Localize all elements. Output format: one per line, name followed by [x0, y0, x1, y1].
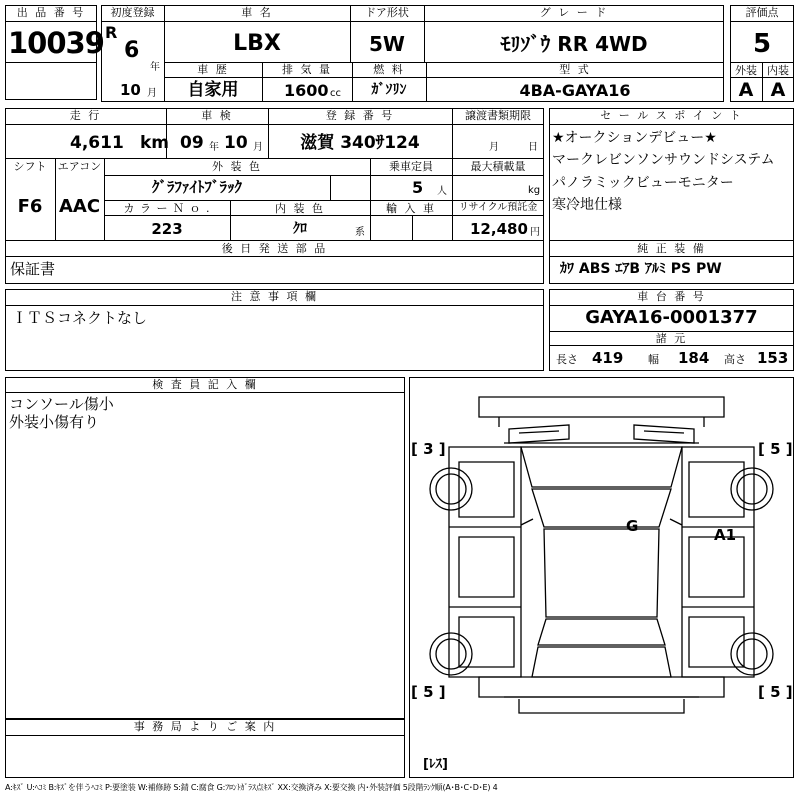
tire-rear-right: [ 5 ] [758, 683, 793, 701]
lot-number: 10039 [8, 26, 104, 60]
damage-mark-a1: A1 [714, 526, 737, 544]
score-label: 評価点 [745, 6, 779, 19]
genuine-equipment: ｶﾜ ABS ｴｱB ｱﾙﾐ PS PW [560, 261, 722, 277]
sales-point-line: 寒冷地仕様 [552, 197, 622, 213]
door-label: ドア形状 [365, 6, 409, 19]
recycle-label: リサイクル預託金 [458, 202, 538, 213]
ac: AAC [58, 196, 101, 217]
length-label: 長さ [556, 353, 578, 366]
damage-mark-g: G [626, 517, 639, 535]
exterior-score: A [738, 79, 754, 101]
inspection-month: 10 [224, 133, 248, 153]
fuel: ｶﾞｿﾘﾝ [371, 82, 407, 98]
inspection-year-unit: 年 [209, 142, 219, 153]
capacity-unit: 人 [437, 186, 447, 197]
year-unit: 年 [150, 62, 160, 73]
office-label: 事 務 局 よ り ご 案 内 [133, 720, 277, 733]
shift-label: シフト [13, 160, 47, 173]
sales-points-label: セ ー ル ス ポ イ ン ト [600, 109, 743, 122]
width-label: 幅 [648, 353, 659, 366]
transfer-day-unit: 日 [528, 142, 538, 153]
interior-score: A [770, 79, 786, 101]
exterior-label: 外装 [735, 64, 757, 77]
capacity-label: 乗車定員 [389, 160, 433, 173]
int-color-label: 内 装 色 [275, 202, 325, 215]
sales-point-line: マークレビンソンサウンドシステム [552, 152, 775, 168]
recycle-fee: 12,480 [470, 220, 528, 238]
grade-label: グ レ ー ド [539, 6, 609, 19]
later-parts-text: 保証書 [10, 260, 56, 278]
genuine-equipment-label: 純 正 装 備 [637, 242, 706, 255]
spare-tire: [ﾚｽ] [423, 757, 448, 772]
mileage-label: 走 行 [69, 109, 102, 122]
import-label: 輸 入 車 [386, 202, 436, 215]
dimensions-label: 諸 元 [655, 332, 688, 345]
exterior-color: ｸﾞﾗﾌｧｲﾄﾌﾞﾗｯｸ [152, 178, 243, 196]
sales-point-line: ★オークションデビュー★ [552, 130, 717, 146]
reg-month: 10 [120, 81, 141, 99]
tire-rear-left: [ 5 ] [411, 683, 446, 701]
int-color-unit: 系 [355, 227, 365, 238]
transfer-month-unit: 月 [489, 142, 499, 153]
notes-label: 注 意 事 項 欄 [231, 290, 318, 303]
displacement-label: 排 気 量 [282, 63, 332, 76]
width-value: 184 [678, 349, 710, 367]
era-letter: R [105, 23, 118, 42]
tire-front-left: [ 3 ] [411, 440, 446, 458]
ac-label: エアコン [57, 160, 102, 173]
capacity: 5 [412, 178, 424, 197]
reg-year: 6 [124, 38, 140, 63]
inspection-month-unit: 月 [253, 142, 263, 153]
chassis-number: GAYA16-0001377 [585, 307, 758, 328]
inspection-label: 車 検 [201, 109, 233, 122]
color-label: 外 装 色 [212, 160, 262, 173]
tire-front-right: [ 5 ] [758, 440, 793, 458]
inspector-note: コンソール傷小 [9, 395, 114, 413]
model-label: 型 式 [559, 63, 591, 76]
interior-label: 内装 [767, 64, 789, 77]
legend-text: A:ｷｽﾞ U:ﾍｺﾐ B:ｷｽﾞを伴うﾍｺﾐ P:要塗装 W:補修跡 S:錆 C:腐食 G:ﾌﾛﾝﾄｶﾞﾗｽ点ｷｽﾞ XX:交換済み X:要交換 内･外装評価 5段階ﾗﾝｸ順(A･B･C･D･E) 4 [5, 783, 498, 792]
later-parts-label: 後 日 発 送 部 品 [221, 242, 328, 255]
car-name: LBX [233, 31, 281, 56]
grade: ﾓﾘｿﾞｳ RR 4WD [500, 32, 648, 56]
shift: F6 [17, 196, 43, 217]
door-type: 5W [369, 32, 405, 56]
displacement: 1600 [284, 81, 329, 100]
transfer-label: 譲渡書類期限 [465, 109, 531, 122]
plate-label: 登 録 番 号 [325, 109, 395, 122]
mileage-unit: km [140, 133, 170, 153]
length-value: 419 [592, 349, 624, 367]
height-label: 高さ [724, 353, 746, 366]
model-code: 4BA-GAYA16 [519, 81, 631, 100]
mileage: 4,611 [70, 133, 124, 153]
load-label: 最大積載量 [470, 160, 526, 173]
sales-point-line: パノラミックビューモニター [552, 175, 734, 191]
height-value: 153 [757, 349, 789, 367]
history-label: 車 歴 [197, 63, 229, 76]
notes-text: ＩＴＳコネクトなし [12, 309, 148, 327]
color-number: 223 [151, 220, 183, 238]
recycle-unit: 円 [530, 227, 540, 238]
history: 自家用 [187, 80, 239, 100]
car-body-diagram [409, 377, 794, 778]
inspector-label: 検 査 員 記 入 欄 [152, 378, 258, 391]
displacement-unit: cc [330, 88, 341, 99]
score: 5 [752, 29, 772, 59]
inspector-note: 外装小傷有り [9, 413, 100, 431]
color-no-label: カ ラ ー Ｎ ｏ . [123, 202, 211, 215]
chassis-label: 車 台 番 号 [637, 290, 706, 303]
first-reg-label: 初度登録 [110, 6, 155, 19]
inspection-year: 09 [180, 133, 204, 153]
car-name-label: 車 名 [241, 6, 273, 19]
month-unit: 月 [147, 88, 157, 99]
fuel-label: 燃 料 [373, 63, 405, 76]
interior-color: ｸﾛ [293, 221, 307, 237]
lot-label: 出 品 番 号 [16, 6, 86, 19]
load-unit: kg [528, 185, 541, 196]
plate-number: 滋賀 340ｻ124 [300, 133, 420, 153]
